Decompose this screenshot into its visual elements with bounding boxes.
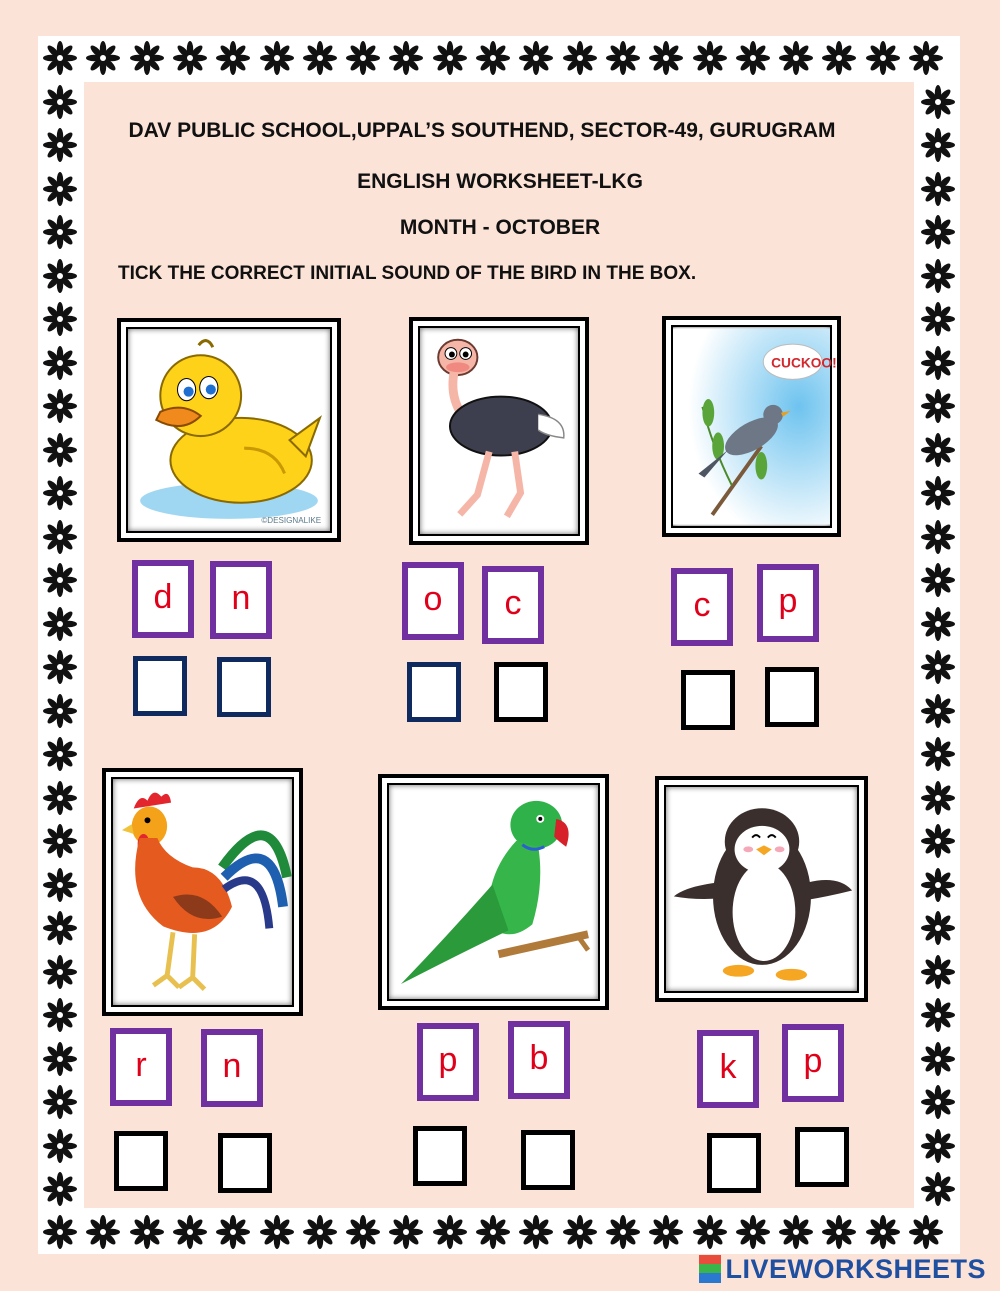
border-flower-icon: [562, 1214, 598, 1250]
tick-box-ostrich-o[interactable]: [407, 662, 461, 722]
border-flower-icon: [920, 1041, 956, 1077]
penguin-picture: [655, 776, 868, 1002]
border-flower-icon: [42, 997, 78, 1033]
liveworksheets-badge-icon: [699, 1255, 721, 1283]
month-label: MONTH - OCTOBER: [399, 216, 601, 239]
ostrich-picture: [409, 317, 589, 545]
worksheet-title: ENGLISH WORKSHEET-LKG: [357, 170, 643, 193]
border-flower-icon: [920, 1084, 956, 1120]
border-flower-icon: [42, 562, 78, 598]
tick-box-parrot-b[interactable]: [521, 1130, 575, 1190]
border-flower-icon: [735, 40, 771, 76]
liveworksheets-logo: [699, 1253, 986, 1285]
border-flower-icon: [920, 475, 956, 511]
border-flower-icon: [920, 780, 956, 816]
option-card-rooster-n[interactable]: n: [201, 1029, 263, 1107]
option-card-rooster-r[interactable]: r: [110, 1028, 172, 1106]
border-flower-icon: [215, 40, 251, 76]
border-flower-icon: [388, 40, 424, 76]
tick-box-duck-d[interactable]: [133, 656, 187, 716]
tick-box-ostrich-c[interactable]: [494, 662, 548, 722]
border-flower-icon: [475, 1214, 511, 1250]
border-flower-icon: [215, 1214, 251, 1250]
border-flower-icon: [42, 1214, 78, 1250]
tick-box-parrot-p[interactable]: [413, 1126, 467, 1186]
border-flower-icon: [172, 40, 208, 76]
border-flower-icon: [920, 867, 956, 903]
option-card-penguin-p[interactable]: p: [782, 1024, 844, 1102]
border-flower-icon: [821, 1214, 857, 1250]
border-flower-icon: [42, 606, 78, 642]
border-flower-icon: [692, 40, 728, 76]
option-card-ostrich-c[interactable]: c: [482, 566, 544, 644]
border-flower-icon: [908, 1214, 944, 1250]
border-flower-icon: [920, 519, 956, 555]
option-card-ostrich-o[interactable]: o: [402, 562, 464, 640]
border-flower-icon: [345, 1214, 381, 1250]
tick-box-cuckoo-p[interactable]: [765, 667, 819, 727]
border-flower-icon: [865, 40, 901, 76]
border-flower-icon: [42, 40, 78, 76]
border-flower-icon: [778, 40, 814, 76]
option-card-penguin-k[interactable]: k: [697, 1030, 759, 1108]
border-flower-icon: [42, 780, 78, 816]
border-flower-icon: [920, 1171, 956, 1207]
border-flower-icon: [920, 84, 956, 120]
border-flower-icon: [920, 823, 956, 859]
border-flower-icon: [172, 1214, 208, 1250]
border-flower-icon: [865, 1214, 901, 1250]
border-flower-icon: [42, 1128, 78, 1164]
border-flower-icon: [562, 40, 598, 76]
option-card-cuckoo-p[interactable]: p: [757, 564, 819, 642]
border-flower-icon: [920, 171, 956, 207]
border-flower-icon: [518, 1214, 554, 1250]
border-flower-icon: [85, 1214, 121, 1250]
border-flower-icon: [42, 432, 78, 468]
cuckoo-picture: [662, 316, 841, 537]
border-flower-icon: [920, 301, 956, 337]
tick-box-penguin-k[interactable]: [707, 1133, 761, 1193]
border-flower-icon: [432, 40, 468, 76]
border-flower-icon: [920, 736, 956, 772]
border-flower-icon: [42, 84, 78, 120]
border-flower-icon: [42, 214, 78, 250]
border-flower-icon: [648, 40, 684, 76]
border-flower-icon: [388, 1214, 424, 1250]
border-flower-icon: [42, 954, 78, 990]
border-flower-icon: [920, 649, 956, 685]
parrot-illustration: [389, 785, 598, 999]
tick-box-duck-n[interactable]: [217, 657, 271, 717]
option-card-parrot-b[interactable]: b: [508, 1021, 570, 1099]
border-flower-icon: [920, 345, 956, 381]
border-flower-icon: [42, 1171, 78, 1207]
rooster-illustration: [113, 779, 292, 1005]
border-flower-icon: [42, 910, 78, 946]
border-flower-icon: [302, 40, 338, 76]
border-flower-icon: [821, 40, 857, 76]
border-flower-icon: [475, 40, 511, 76]
border-flower-icon: [42, 388, 78, 424]
border-flower-icon: [42, 258, 78, 294]
option-card-duck-d[interactable]: d: [132, 560, 194, 638]
parrot-picture: [378, 774, 609, 1010]
border-flower-icon: [920, 606, 956, 642]
border-flower-icon: [42, 649, 78, 685]
tick-box-rooster-n[interactable]: [218, 1133, 272, 1193]
border-flower-icon: [648, 1214, 684, 1250]
border-flower-icon: [920, 910, 956, 946]
border-flower-icon: [605, 1214, 641, 1250]
border-flower-icon: [42, 1084, 78, 1120]
border-flower-icon: [920, 214, 956, 250]
tick-box-penguin-p[interactable]: [795, 1127, 849, 1187]
border-flower-icon: [259, 1214, 295, 1250]
border-flower-icon: [42, 127, 78, 163]
border-flower-icon: [42, 736, 78, 772]
option-card-cuckoo-c[interactable]: c: [671, 568, 733, 646]
cuckoo-speech-bubble: CUCKOO!: [771, 355, 837, 371]
option-card-parrot-p[interactable]: p: [417, 1023, 479, 1101]
instruction: TICK THE CORRECT INITIAL SOUND OF THE BIRD IN THE BOX.: [118, 263, 697, 284]
border-flower-icon: [518, 40, 554, 76]
border-flower-icon: [42, 475, 78, 511]
border-flower-icon: [920, 997, 956, 1033]
border-flower-icon: [920, 562, 956, 598]
duck-watermark: ©DESIGNALIKE: [261, 515, 322, 525]
ostrich-illustration: [420, 328, 578, 534]
border-flower-icon: [920, 1128, 956, 1164]
border-flower-icon: [42, 519, 78, 555]
liveworksheets-wordmark: LIVEWORKSHEETS: [725, 1253, 986, 1284]
rooster-picture: [102, 768, 303, 1016]
border-flower-icon: [605, 40, 641, 76]
border-flower-icon: [129, 1214, 165, 1250]
border-flower-icon: [129, 40, 165, 76]
border-flower-icon: [692, 1214, 728, 1250]
border-flower-icon: [42, 345, 78, 381]
border-flower-icon: [42, 301, 78, 337]
border-flower-icon: [735, 1214, 771, 1250]
border-flower-icon: [778, 1214, 814, 1250]
school-title: DAV PUBLIC SCHOOL,UPPAL’S SOUTHEND, SECTOR-49, GURUGRAM: [128, 119, 836, 142]
tick-box-rooster-r[interactable]: [114, 1131, 168, 1191]
option-card-duck-n[interactable]: n: [210, 561, 272, 639]
border-flower-icon: [908, 40, 944, 76]
duck-illustration: [128, 329, 330, 531]
border-flower-icon: [920, 127, 956, 163]
border-flower-icon: [920, 432, 956, 468]
border-flower-icon: [920, 954, 956, 990]
border-flower-icon: [42, 867, 78, 903]
border-flower-icon: [432, 1214, 468, 1250]
border-flower-icon: [42, 693, 78, 729]
cuckoo-illustration: [673, 327, 837, 526]
penguin-illustration: [666, 787, 857, 991]
border-flower-icon: [920, 693, 956, 729]
border-flower-icon: [42, 171, 78, 207]
tick-box-cuckoo-c[interactable]: [681, 670, 735, 730]
border-flower-icon: [42, 823, 78, 859]
border-flower-icon: [42, 1041, 78, 1077]
border-flower-icon: [85, 40, 121, 76]
border-flower-icon: [920, 258, 956, 294]
duck-picture: [117, 318, 341, 542]
border-flower-icon: [259, 40, 295, 76]
border-flower-icon: [920, 388, 956, 424]
border-flower-icon: [345, 40, 381, 76]
border-flower-icon: [302, 1214, 338, 1250]
